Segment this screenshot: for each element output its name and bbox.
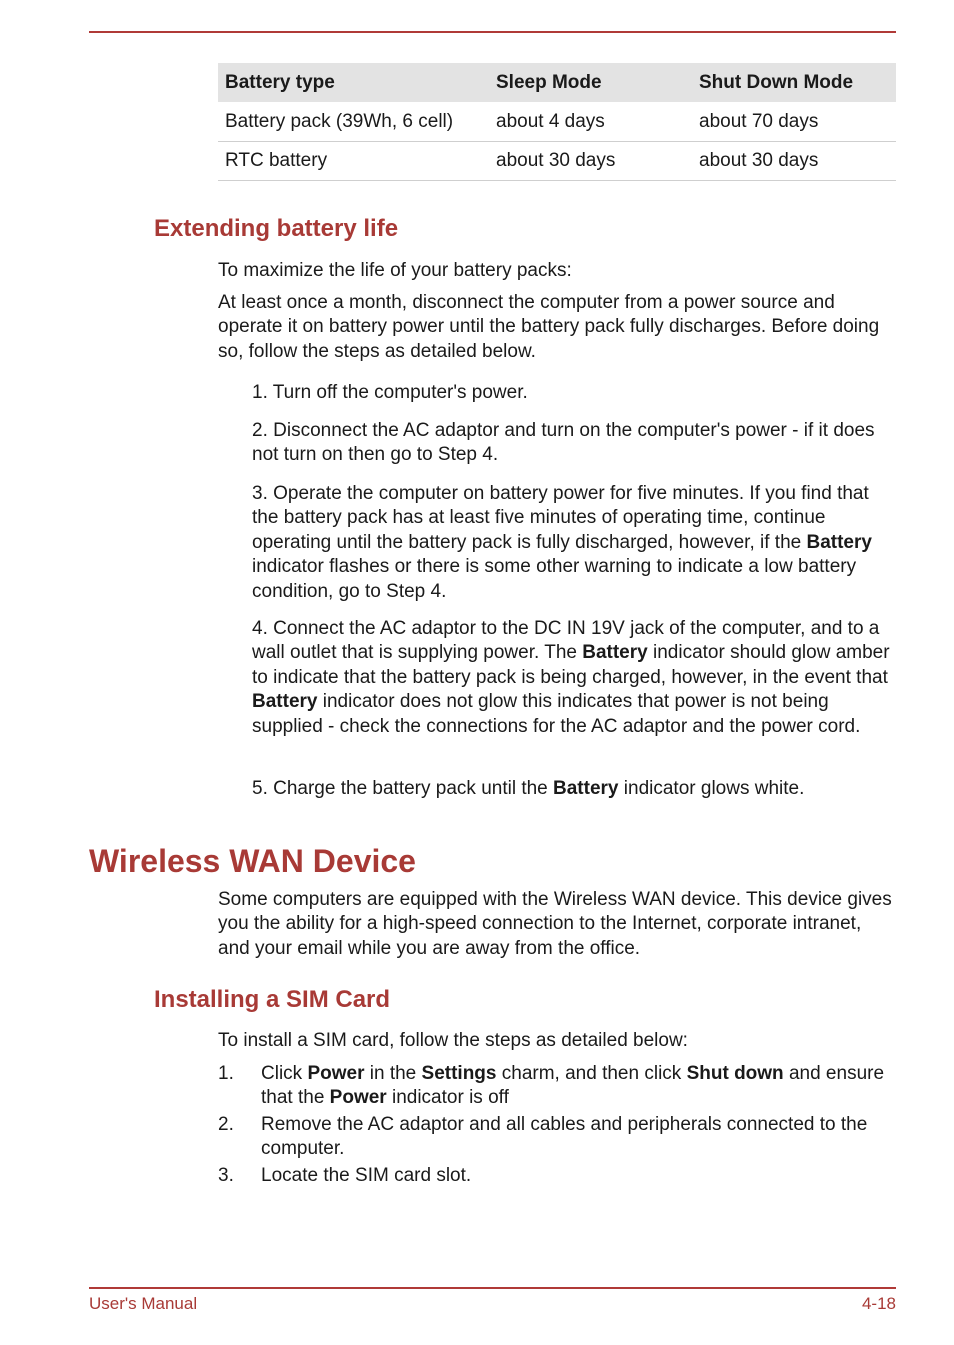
battery-table	[218, 63, 896, 181]
column-header: Battery type	[218, 63, 489, 103]
table-cell: about 30 days	[489, 142, 692, 181]
step-1: 1. Turn off the computer's power.	[252, 382, 528, 403]
intro-text: To install a SIM card, follow the steps as detailed below:	[218, 1030, 688, 1051]
list-item-number: 1.	[218, 1063, 234, 1084]
table-cell: about 4 days	[489, 103, 692, 142]
list-item: Locate the SIM card slot.	[261, 1165, 472, 1186]
table-row	[218, 142, 896, 181]
footer-manual-title: User's Manual	[89, 1294, 198, 1313]
step-4: 4. Connect the AC adaptor to the DC IN 19V jack of the computer, and to a wall outlet that is supplying power. The Battery indicator should glow amber to indicate that the battery pack is being charged, however, in the event that Battery indicator does not glow this indicates that power is not being supplied - check the connections for the AC adaptor and the power cord.	[252, 618, 890, 737]
step-2: 2. Disconnect the AC adaptor and turn on the computer's power - if it does not turn on then go to Step 4.	[252, 420, 875, 466]
battery-indicator-term: Battery	[582, 642, 648, 664]
list-item-number: 3.	[218, 1165, 234, 1186]
body-paragraph: Some computers are equipped with the Wireless WAN device. This device gives you the ability for a high-speed connection to the Internet, corporate intranet, and your email while you are away from the office.	[218, 889, 892, 959]
chapter-heading-wwan: Wireless WAN Device	[89, 843, 416, 879]
battery-indicator-term: Battery	[806, 531, 872, 553]
table-cell: about 30 days	[692, 142, 896, 181]
step-5: 5. Charge the battery pack until the Battery indicator glows white.	[252, 778, 805, 799]
table-cell: Battery pack (39Wh, 6 cell)	[218, 103, 489, 142]
header-rule	[89, 31, 896, 33]
list-item: Remove the AC adaptor and all cables and peripherals connected to the computer.	[261, 1114, 868, 1160]
intro-text: To maximize the life of your battery packs:	[218, 260, 572, 281]
table-header-row	[218, 63, 896, 103]
section-heading-extending: Extending battery life	[154, 215, 399, 242]
table-cell: about 70 days	[692, 103, 896, 142]
battery-indicator-term: Battery	[553, 778, 619, 799]
footer-page-number: 4-18	[861, 1294, 896, 1313]
list-item: Click Power in the Settings charm, and then click Shut down and ensure that the Power indicator is off	[261, 1063, 885, 1109]
table-row	[218, 103, 896, 142]
body-paragraph: At least once a month, disconnect the computer from a power source and operate it on battery power until the battery pack fully discharges. Before doing so, follow the steps as detailed below.	[218, 292, 880, 362]
column-header: Shut Down Mode	[692, 63, 896, 103]
footer-rule	[89, 1287, 896, 1289]
column-header: Sleep Mode	[489, 63, 692, 103]
step-3: 3. Operate the computer on battery power for five minutes. If you find that the battery pack has at least five minutes of operating time, continue operating until the battery pack is fully discharged, however, if the Battery indicator flashes or there is some other warning to indicate a low battery condition, go to Step 4.	[252, 483, 872, 602]
list-item-number: 2.	[218, 1114, 234, 1135]
section-heading-sim: Installing a SIM Card	[154, 986, 391, 1013]
battery-indicator-term: Battery	[252, 691, 318, 713]
table-cell: RTC battery	[218, 142, 489, 181]
